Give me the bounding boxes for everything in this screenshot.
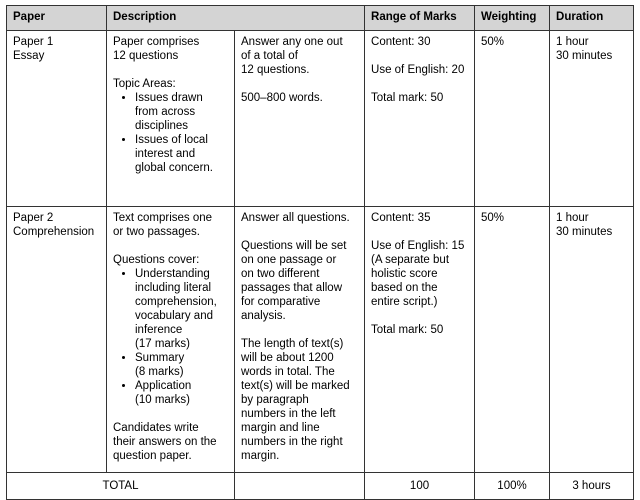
header-description: Description (107, 6, 365, 31)
paper1-row (7, 31, 634, 207)
paper2-cover-label: Questions cover: (113, 254, 200, 266)
paper1-marks: Content: 30 Use of English: 20 Total mark: 50 (365, 31, 475, 207)
paper2-duration: 1 hour 30 minutes (550, 207, 634, 473)
total-duration: 3 hours (550, 473, 634, 500)
paper2-candidates-note: Candidates write their answers on the question paper. (113, 422, 217, 462)
paper1-instructions: Answer any one out of a total of 12 questions. 500–800 words. (235, 31, 365, 207)
paper1-weighting: 50% (475, 31, 550, 207)
paper2-length-note: The length of text(s) will be about 1200 words in total. The text(s) will be marked by paragraph numbers in the left margin and line numbers in the right margin. (241, 338, 350, 462)
paper2-cover-list (113, 267, 228, 407)
paper2-weighting: 50% (475, 207, 550, 473)
total-marks: 100 (365, 473, 475, 500)
paper1-description: Paper comprises 12 questions Topic Areas: • Issues drawn from across disciplines • Issues of local interest and global concern. (107, 31, 235, 207)
header-paper: Paper (7, 6, 107, 31)
paper2-marks: Content: 35 Use of English: 15 (A separate but holistic score based on the entire script.) Total mark: 50 (365, 207, 475, 473)
total-empty-cell (235, 473, 365, 500)
list-item: • Application (10 marks) (135, 379, 228, 407)
paper1-word-count: 500–800 words. (241, 92, 323, 104)
header-duration: Duration (550, 6, 634, 31)
list-item: • Understanding including literal comprehension, vocabulary and inference (17 marks) (135, 267, 228, 351)
header-range-of-marks: Range of Marks (365, 6, 475, 31)
total-weighting: 100% (475, 473, 550, 500)
total-label: TOTAL (7, 473, 235, 500)
paper1-duration: 1 hour 30 minutes (550, 31, 634, 207)
paper2-name: Paper 2 Comprehension (7, 207, 107, 473)
header-row (7, 6, 634, 31)
header-weighting: Weighting (475, 6, 550, 31)
list-item: • Issues of local interest and global concern. (135, 133, 228, 175)
list-item: • Summary (8 marks) (135, 351, 228, 379)
paper2-instructions: Answer all questions. Questions will be set on one passage or on two different passages that allow for comparative analysis. The length of text(s) will be about 1200 words in total. The text(s) will be marked by paragraph numbers in the left margin and line numbers in the right margin. (235, 207, 365, 473)
paper2-questions-note: Questions will be set on one passage or on two different passages that allow for comparative analysis. (241, 240, 347, 322)
paper1-name: Paper 1 Essay (7, 31, 107, 207)
paper1-topic-label: Topic Areas: (113, 78, 176, 90)
exam-structure-table (6, 5, 634, 500)
list-item: • Issues drawn from across disciplines (135, 91, 228, 133)
paper1-topic-list (113, 91, 228, 175)
paper2-description: Text comprises one or two passages. Questions cover: • Understanding including literal comprehension, vocabulary and inference (17 marks) • Summary (8 marks) • Application (10 marks) Candidates write their answers on the question paper. (107, 207, 235, 473)
total-row (7, 473, 634, 500)
paper2-row (7, 207, 634, 473)
